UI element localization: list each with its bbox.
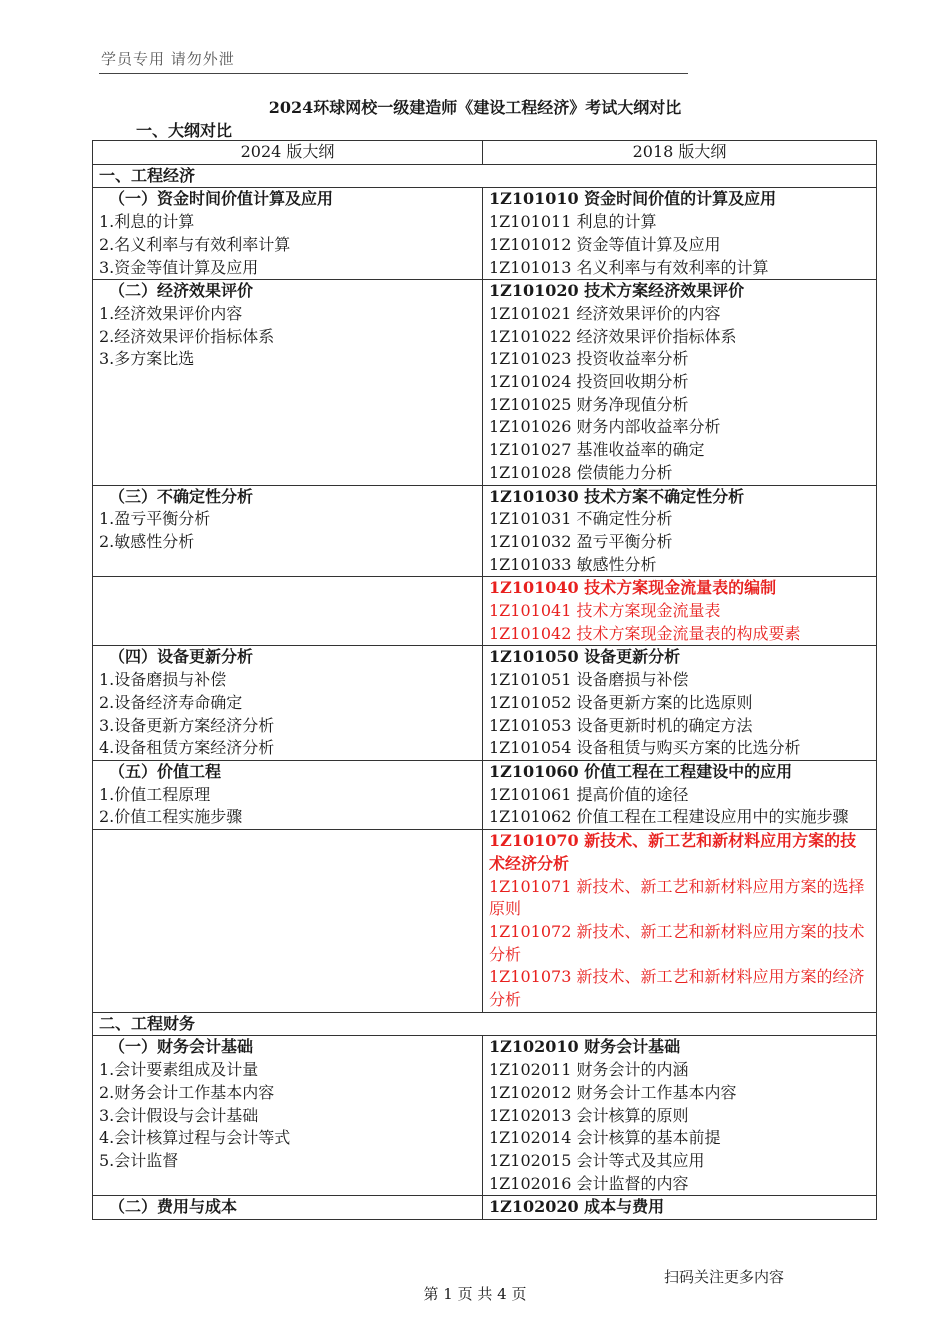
section-heading: 一、大纲对比 <box>136 121 233 140</box>
outline-item: 1Z101061 提高价值的途径 <box>489 784 689 804</box>
column-header-2018: 2018 版大纲 <box>483 141 877 165</box>
outline-item: 4.会计核算过程与会计等式 <box>99 1128 291 1148</box>
outline-heading: （二）费用与成本 <box>109 1197 238 1217</box>
outline-item: 1Z102015 会计等式及其应用 <box>489 1150 705 1170</box>
outline-item: 3.多方案比选 <box>99 349 195 369</box>
footer-qr-note: 扫码关注更多内容 <box>664 1268 785 1286</box>
outline-heading: 1Z101070 新技术、新工艺和新材料应用方案的技术经济分析 <box>489 831 857 873</box>
outline-item: 2.敏感性分析 <box>99 531 195 551</box>
cell-2024 <box>93 646 483 761</box>
outline-item: 2.经济效果评价指标体系 <box>99 326 275 346</box>
outline-item: 1Z101062 价值工程在工程建设应用中的实施步骤 <box>489 807 849 827</box>
cell-2024 <box>93 485 483 577</box>
outline-item: 5.会计监督 <box>99 1150 179 1170</box>
cell-2024 <box>93 1196 483 1220</box>
cell-2018 <box>483 646 877 761</box>
outline-item: 3.设备更新方案经济分析 <box>99 715 275 735</box>
outline-item: 1Z101033 敏感性分析 <box>489 554 657 574</box>
cell-2024 <box>93 1036 483 1196</box>
section-row <box>93 1012 877 1036</box>
cell-2018 <box>483 485 877 577</box>
column-header-2024: 2024 版大纲 <box>93 141 483 165</box>
outline-item: 1.盈亏平衡分析 <box>99 509 211 529</box>
header-divider <box>99 73 688 74</box>
cell-2018 <box>483 188 877 280</box>
outline-heading: （一）资金时间价值计算及应用 <box>109 189 334 209</box>
outline-item: 1Z101031 不确定性分析 <box>489 509 673 529</box>
outline-heading: 1Z101050 设备更新分析 <box>489 647 681 667</box>
outline-item: 1Z101011 利息的计算 <box>489 212 657 232</box>
cell-2018 <box>483 1196 877 1220</box>
outline-heading: 1Z102010 财务会计基础 <box>489 1037 681 1057</box>
outline-item: 1Z101026 财务内部收益率分析 <box>489 417 721 437</box>
outline-heading: （三）不确定性分析 <box>109 486 254 506</box>
outline-item: 1Z101072 新技术、新工艺和新材料应用方案的技术分析 <box>489 921 865 964</box>
outline-group-row <box>93 577 877 646</box>
outline-group-row <box>93 485 877 577</box>
cell-2024 <box>93 830 483 1013</box>
outline-group-row <box>93 1196 877 1220</box>
outline-item: 1Z101023 投资收益率分析 <box>489 349 689 369</box>
outline-item: 1Z101042 技术方案现金流量表的构成要素 <box>489 623 801 643</box>
outline-heading: 1Z102020 成本与费用 <box>489 1197 665 1217</box>
outline-item: 1.价值工程原理 <box>99 784 211 804</box>
outline-item: 3.资金等值计算及应用 <box>99 257 259 277</box>
outline-item: 2.设备经济寿命确定 <box>99 692 243 712</box>
outline-item: 4.设备租赁方案经济分析 <box>99 738 275 758</box>
outline-item: 1Z101071 新技术、新工艺和新材料应用方案的选择原则 <box>489 876 865 919</box>
cell-2018 <box>483 577 877 646</box>
section-row <box>93 164 877 188</box>
cell-2024 <box>93 577 483 646</box>
cell-2018 <box>483 760 877 829</box>
outline-heading: （一）财务会计基础 <box>109 1037 254 1057</box>
outline-item: 3.会计假设与会计基础 <box>99 1105 259 1125</box>
cell-2024 <box>93 188 483 280</box>
outline-heading: （二）经济效果评价 <box>109 281 254 301</box>
outline-item: 1.经济效果评价内容 <box>99 303 243 323</box>
outline-item: 2.价值工程实施步骤 <box>99 807 243 827</box>
outline-heading: 1Z101040 技术方案现金流量表的编制 <box>489 578 777 598</box>
outline-item: 1Z101028 偿债能力分析 <box>489 462 673 482</box>
outline-heading: 1Z101060 价值工程在工程建设中的应用 <box>489 761 793 781</box>
outline-item: 1Z101054 设备租赁与购买方案的比选分析 <box>489 738 801 758</box>
outline-item: 1Z101013 名义利率与有效利率的计算 <box>489 257 769 277</box>
outline-heading: （四）设备更新分析 <box>109 647 254 667</box>
footer-page-number: 第 1 页 共 4 页 <box>423 1285 527 1303</box>
outline-item: 1Z101052 设备更新方案的比选原则 <box>489 692 753 712</box>
outline-item: 1Z101051 设备磨损与补偿 <box>489 670 689 690</box>
outline-item: 1.利息的计算 <box>99 212 195 232</box>
cell-2018 <box>483 1036 877 1196</box>
outline-item: 1Z101024 投资回收期分析 <box>489 372 689 392</box>
outline-item: 1Z102011 财务会计的内涵 <box>489 1060 689 1080</box>
outline-group-row <box>93 1036 877 1196</box>
table-header-row <box>93 141 877 165</box>
outline-item: 1Z102012 财务会计工作基本内容 <box>489 1082 737 1102</box>
outline-group-row <box>93 760 877 829</box>
cell-2024 <box>93 280 483 485</box>
outline-heading: 1Z101030 技术方案不确定性分析 <box>489 486 745 506</box>
outline-group-row <box>93 188 877 280</box>
outline-item: 1Z101021 经济效果评价的内容 <box>489 303 721 323</box>
outline-comparison-table <box>92 140 877 1220</box>
document-title: 2024环球网校一级建造师《建设工程经济》考试大纲对比 <box>268 98 682 117</box>
outline-item: 1Z101012 资金等值计算及应用 <box>489 234 721 254</box>
section-title: 一、工程经济 <box>93 164 877 188</box>
outline-group-row <box>93 646 877 761</box>
outline-item: 1Z102014 会计核算的基本前提 <box>489 1128 721 1148</box>
outline-item: 1Z101022 经济效果评价指标体系 <box>489 326 737 346</box>
section-title: 二、工程财务 <box>93 1012 877 1036</box>
outline-heading: （五）价值工程 <box>109 761 222 781</box>
cell-2018 <box>483 830 877 1013</box>
outline-item: 1Z101053 设备更新时机的确定方法 <box>489 715 753 735</box>
outline-item: 1Z102016 会计监督的内容 <box>489 1173 689 1193</box>
outline-item: 1Z102013 会计核算的原则 <box>489 1105 689 1125</box>
cell-2018 <box>483 280 877 485</box>
outline-group-row <box>93 830 877 1013</box>
cell-2024 <box>93 760 483 829</box>
outline-group-row <box>93 280 877 485</box>
outline-item: 1Z101027 基准收益率的确定 <box>489 440 705 460</box>
outline-item: 2.财务会计工作基本内容 <box>99 1082 275 1102</box>
outline-heading: 1Z101020 技术方案经济效果评价 <box>489 281 745 301</box>
outline-item: 2.名义利率与有效利率计算 <box>99 234 291 254</box>
outline-item: 1Z101073 新技术、新工艺和新材料应用方案的经济分析 <box>489 967 865 1010</box>
outline-item: 1Z101041 技术方案现金流量表 <box>489 601 721 621</box>
header-note: 学员专用 请勿外泄 <box>101 50 235 68</box>
outline-heading: 1Z101010 资金时间价值的计算及应用 <box>489 189 777 209</box>
outline-item: 1Z101032 盈亏平衡分析 <box>489 531 673 551</box>
outline-item: 1.设备磨损与补偿 <box>99 670 227 690</box>
outline-item: 1.会计要素组成及计量 <box>99 1060 259 1080</box>
outline-item: 1Z101025 财务净现值分析 <box>489 394 689 414</box>
